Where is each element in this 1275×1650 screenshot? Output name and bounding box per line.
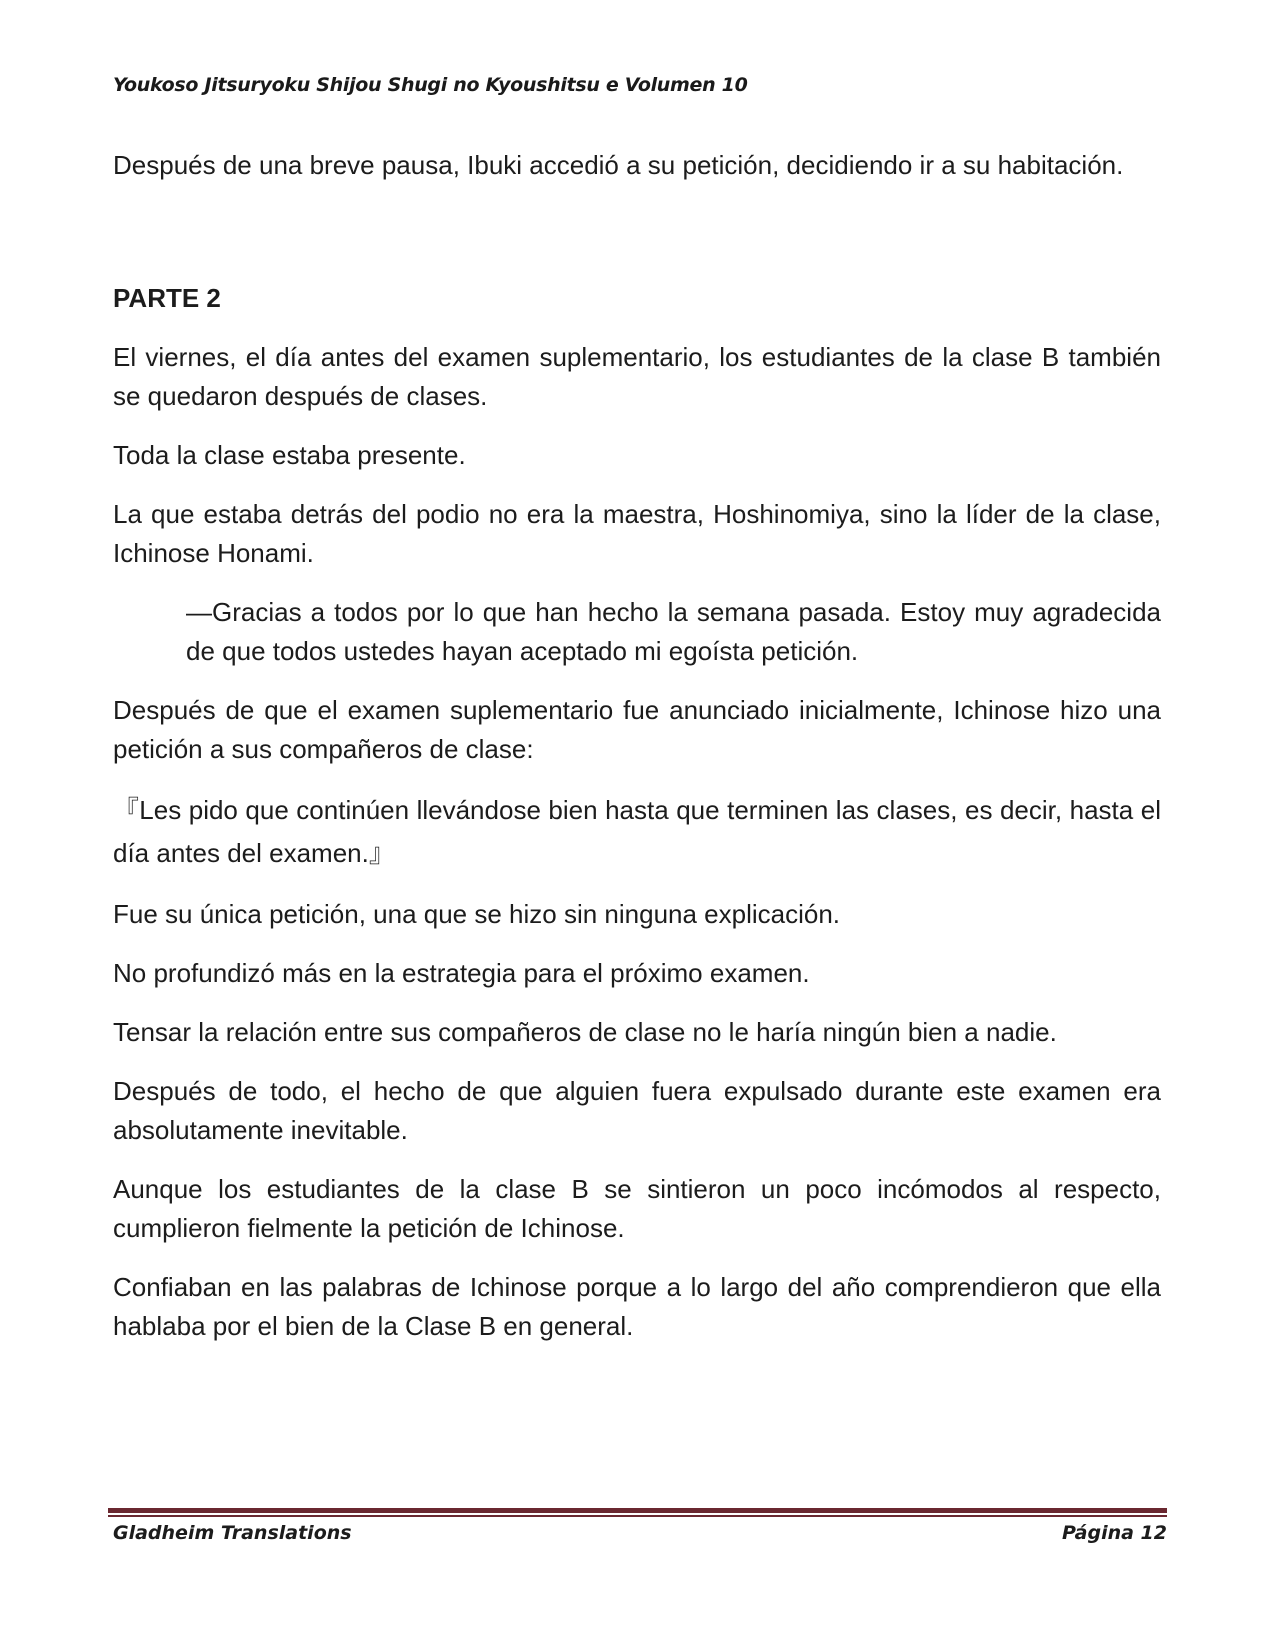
- footer-rule-thick: [108, 1508, 1167, 1513]
- page-body: [113, 146, 1161, 1366]
- quoted-request: 『Les pido que continúen llevándose bien hasta que terminen las clases, es decir, hasta el día antes del examen.』: [113, 795, 1161, 868]
- dialogue-paragraph: —Gracias a todos por lo que han hecho la semana pasada. Estoy muy agradecida de que todos ustedes hayan aceptado mi egoísta petición.: [186, 597, 1161, 666]
- paragraph-6: Después de que el examen suplementario fue anunciado inicialmente, Ichinose hizo una petición a sus compañeros de clase:: [113, 695, 1161, 764]
- footer-rule: [108, 1508, 1167, 1518]
- paragraph-3: Toda la clase estaba presente.: [113, 440, 466, 470]
- running-header: Youkoso Jitsuryoku Shijou Shugi no Kyoushitsu e Volumen 10: [113, 74, 748, 96]
- paragraph-10: Tensar la relación entre sus compañeros de clase no le haría ningún bien a nadie.: [113, 1017, 1057, 1047]
- paragraph-9: No profundizó más en la estrategia para el próximo examen.: [113, 958, 810, 988]
- section-heading: PARTE 2: [113, 283, 221, 313]
- paragraph-4: La que estaba detrás del podio no era la maestra, Hoshinomiya, sino la líder de la clase, Ichinose Honami.: [113, 499, 1161, 568]
- paragraph-1: Después de una breve pausa, Ibuki accedió a su petición, decidiendo ir a su habitación.: [113, 150, 1124, 180]
- footer-rule-thin: [108, 1515, 1167, 1517]
- paragraph-11: Después de todo, el hecho de que alguien fuera expulsado durante este examen era absolutamente inevitable.: [113, 1076, 1161, 1145]
- section-spacer: [113, 205, 1161, 279]
- page-number: Página 12: [1061, 1522, 1167, 1544]
- paragraph-8: Fue su única petición, una que se hizo sin ninguna explicación.: [113, 899, 841, 929]
- paragraph-12: Aunque los estudiantes de la clase B se sintieron un poco incómodos al respecto, cumplieron fielmente la petición de Ichinose.: [113, 1174, 1161, 1243]
- paragraph-13: Confiaban en las palabras de Ichinose porque a lo largo del año comprendieron que ella hablaba por el bien de la Clase B en general.: [113, 1272, 1161, 1341]
- footer-publisher: Gladheim Translations: [113, 1522, 352, 1544]
- paragraph-2: El viernes, el día antes del examen suplementario, los estudiantes de la clase B también se quedaron después de clases.: [113, 342, 1161, 411]
